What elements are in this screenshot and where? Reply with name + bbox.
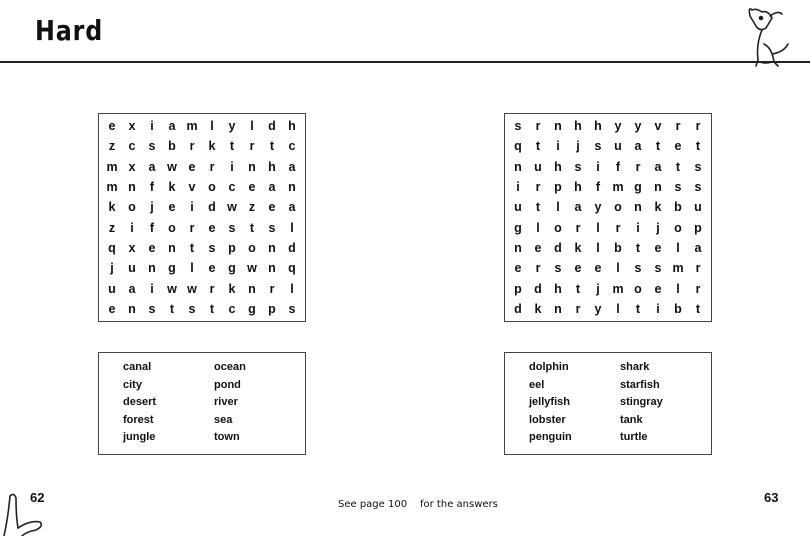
grid-letter[interactable]: r [695,261,701,276]
grid-letter[interactable]: n [128,180,136,195]
grid-letter[interactable]: a [148,159,156,174]
grid-letter[interactable]: e [594,261,602,276]
grid-letter[interactable]: n [128,301,136,316]
grid-letter[interactable]: l [596,220,600,235]
grid-letter[interactable]: t [269,139,275,154]
grid-letter[interactable]: r [695,119,701,134]
word-list-right [504,352,712,455]
header-rule [0,61,810,63]
grid-letter[interactable]: l [210,119,214,134]
word-list-item: eel [529,378,545,391]
grid-letter[interactable]: p [268,301,276,316]
grid-letter[interactable]: g [634,180,642,195]
grid-letter[interactable]: a [288,159,296,174]
grid-letter[interactable]: v [188,180,196,195]
grid-letter[interactable]: v [654,119,662,134]
grid-letter[interactable]: w [167,159,177,174]
grid-letter[interactable]: r [575,301,581,316]
grid-letter[interactable]: p [228,240,236,255]
word-list-item: river [214,396,238,408]
grid-letter[interactable]: r [535,119,541,134]
word-list-item: desert [123,396,157,408]
grid-letter[interactable]: g [248,301,256,316]
grid-letter[interactable]: i [656,301,660,316]
grid-letter[interactable]: e [188,159,196,174]
grid-letter[interactable]: a [128,281,136,296]
grid-letter[interactable]: a [694,240,702,255]
grid-letter[interactable]: l [250,119,254,134]
grid-letter[interactable]: k [534,301,542,316]
grid-letter[interactable]: m [106,159,118,174]
page-title: Hard [35,14,104,47]
word-list-item: city [123,378,142,391]
grid-letter[interactable]: k [654,200,662,215]
word-list-item: sea [214,413,233,426]
grid-letter[interactable]: t [575,281,581,296]
grid-letter[interactable]: s [268,220,276,235]
grid-letter[interactable]: b [674,200,682,215]
grid-letter[interactable]: t [695,139,701,154]
grid-letter[interactable]: n [554,119,562,134]
grid-letter[interactable]: r [615,220,621,235]
grid-letter[interactable]: o [248,240,256,255]
grid-letter[interactable]: u [614,139,622,154]
grid-letter[interactable]: r [635,159,641,174]
word-list-item: penguin [529,431,572,443]
grid-letter[interactable]: s [228,220,236,235]
grid-letter[interactable]: h [594,119,602,134]
grid-letter[interactable]: n [654,180,662,195]
grid-letter[interactable]: l [676,281,680,296]
grid-letter[interactable]: r [535,261,541,276]
grid-letter[interactable]: r [189,139,195,154]
grid-letter[interactable]: r [695,281,701,296]
grid-letter[interactable]: r [269,281,275,296]
grid-letter[interactable]: w [167,281,177,296]
word-list-item: starfish [620,378,660,391]
grid-letter[interactable]: d [268,119,276,134]
grid-letter[interactable]: e [268,200,276,215]
grid-letter[interactable]: s [148,139,156,154]
answers-reference-suffix: for the answers [420,499,498,510]
grid-letter[interactable]: h [554,159,562,174]
grid-letter[interactable]: u [534,159,542,174]
grid-letter[interactable]: g [228,261,236,276]
grid-letter[interactable]: b [674,301,682,316]
grid-letter[interactable]: i [636,220,640,235]
grid-letter[interactable]: t [675,159,681,174]
grid-letter[interactable]: s [594,139,602,154]
grid-letter[interactable]: e [574,261,582,276]
grid-letter[interactable]: y [594,200,602,215]
word-list-item: canal [123,361,152,373]
word-list-item: dolphin [529,361,569,373]
grid-letter[interactable]: y [634,119,642,134]
grid-letter[interactable]: r [189,220,195,235]
grid-letter[interactable]: d [288,240,296,255]
grid-letter[interactable]: r [675,119,681,134]
grid-letter[interactable]: u [514,200,522,215]
grid-letter[interactable]: a [574,200,582,215]
word-list-item: jellyfish [529,396,570,408]
grid-letter[interactable]: r [249,139,255,154]
grid-letter[interactable]: i [556,139,560,154]
grid-letter[interactable]: y [614,119,622,134]
grid-letter[interactable]: s [694,159,702,174]
grid-letter[interactable]: o [554,220,562,235]
grid-letter[interactable]: e [674,139,682,154]
grid-letter[interactable]: a [654,159,662,174]
grid-letter[interactable]: d [534,281,542,296]
grid-letter[interactable]: t [249,220,255,235]
word-list-item: lobster [529,413,566,426]
grid-letter[interactable]: o [674,220,682,235]
grid-letter[interactable]: i [150,281,154,296]
grid-letter[interactable]: q [514,139,522,154]
grid-letter[interactable]: h [554,281,562,296]
grid-letter[interactable]: e [108,301,116,316]
grid-letter[interactable]: h [574,119,582,134]
grid-letter[interactable]: l [616,261,620,276]
grid-letter[interactable]: x [128,240,136,255]
grid-letter[interactable]: i [596,159,600,174]
grid-letter[interactable]: c [228,301,236,316]
grid-letter[interactable]: a [168,119,176,134]
grid-letter[interactable]: w [227,200,237,215]
grid-letter[interactable]: u [108,281,116,296]
grid-letter[interactable]: l [536,220,540,235]
grid-letter[interactable]: n [514,159,522,174]
grid-letter[interactable]: e [654,240,662,255]
grid-letter[interactable]: t [169,301,175,316]
grid-letter[interactable]: t [535,139,541,154]
grid-letter[interactable]: g [514,220,522,235]
grid-letter[interactable]: s [654,261,662,276]
grid-letter[interactable]: m [612,281,624,296]
word-list-item: ocean [214,361,246,373]
grid-letter[interactable]: n [268,261,276,276]
grid-letter[interactable]: t [635,240,641,255]
answers-reference: See page 100 [338,499,408,510]
grid-letter[interactable]: h [288,119,296,134]
grid-letter[interactable]: u [128,261,136,276]
grid-letter[interactable]: s [634,261,642,276]
grid-letter[interactable]: s [574,159,582,174]
grid-letter[interactable]: i [190,200,194,215]
word-list-left [98,352,306,455]
grid-letter[interactable]: z [108,220,116,235]
grid-letter[interactable]: l [556,200,560,215]
grid-letter[interactable]: k [574,240,582,255]
grid-letter[interactable]: r [209,159,215,174]
word-list-item: town [214,431,240,443]
grid-letter[interactable]: f [149,180,155,195]
grid-letter[interactable]: w [187,281,197,296]
word-list-item: shark [620,361,650,373]
grid-letter[interactable]: o [208,180,216,195]
grid-letter[interactable]: i [230,159,234,174]
grid-letter[interactable]: e [514,261,522,276]
grid-letter[interactable]: b [614,240,622,255]
grid-letter[interactable]: r [535,180,541,195]
grid-letter[interactable]: n [168,240,176,255]
grid-letter[interactable]: t [635,301,641,316]
grid-letter[interactable]: g [168,261,176,276]
page-number-left: 62 [30,490,45,505]
grid-letter[interactable]: j [110,261,114,276]
grid-letter[interactable]: x [128,119,136,134]
grid-letter[interactable]: a [288,200,296,215]
word-list-item: stingray [620,396,663,408]
grid-letter[interactable]: w [247,261,257,276]
grid-letter[interactable]: s [208,240,216,255]
grid-letter[interactable]: h [268,159,276,174]
grid-letter[interactable]: y [594,301,602,316]
grid-letter[interactable]: d [554,240,562,255]
grid-letter[interactable]: s [554,261,562,276]
grid-letter[interactable]: a [634,139,642,154]
grid-letter[interactable]: i [516,180,520,195]
word-list-item: forest [123,413,154,426]
grid-letter[interactable]: o [128,200,136,215]
page-number-right: 63 [764,490,779,505]
grid-letter[interactable]: e [208,261,216,276]
grid-letter[interactable]: c [128,139,136,154]
grid-letter[interactable]: n [248,159,256,174]
grid-letter[interactable]: e [654,281,662,296]
grid-letter[interactable]: z [108,139,116,154]
grid-letter[interactable]: p [694,220,702,235]
grid-letter[interactable]: e [148,240,156,255]
grid-letter[interactable]: l [596,240,600,255]
grid-letter[interactable]: l [190,261,194,276]
word-list-item: jungle [123,431,156,443]
grid-letter[interactable]: l [290,220,294,235]
grid-letter[interactable]: s [148,301,156,316]
grid-letter[interactable]: l [290,281,294,296]
grid-letter[interactable]: r [209,281,215,296]
grid-letter[interactable]: k [228,281,236,296]
grid-letter[interactable]: i [150,119,154,134]
grid-letter[interactable]: d [208,200,216,215]
grid-letter[interactable]: n [554,301,562,316]
grid-letter[interactable]: n [148,261,156,276]
grid-letter[interactable]: n [268,240,276,255]
grid-letter[interactable]: b [168,139,176,154]
grid-letter[interactable]: k [108,200,116,215]
dog-icon [742,4,792,72]
grid-letter[interactable]: n [248,281,256,296]
grid-letter[interactable]: n [288,180,296,195]
grid-letter[interactable]: f [595,180,601,195]
grid-letter[interactable]: s [288,301,296,316]
grid-letter[interactable]: e [248,180,256,195]
grid-letter[interactable]: e [208,220,216,235]
grid-letter[interactable]: s [674,180,682,195]
grid-letter[interactable]: n [514,240,522,255]
grid-letter[interactable]: o [634,281,642,296]
grid-letter[interactable]: r [575,220,581,235]
grid-letter[interactable]: u [694,200,702,215]
grid-letter[interactable]: f [149,220,155,235]
word-list-item: pond [214,378,241,391]
grid-letter[interactable]: m [612,180,624,195]
grid-letter[interactable]: e [534,240,542,255]
grid-letter[interactable]: t [229,139,235,154]
grid-letter[interactable]: e [168,200,176,215]
grid-letter[interactable]: t [695,301,701,316]
grid-letter[interactable]: l [616,301,620,316]
grid-letter[interactable]: t [535,200,541,215]
grid-letter[interactable]: m [186,119,198,134]
grid-letter[interactable]: s [188,301,196,316]
word-search-grid-right [504,113,712,322]
grid-letter[interactable]: t [209,301,215,316]
word-list-item: tank [620,413,643,426]
grid-letter[interactable]: m [672,261,684,276]
grid-letter[interactable]: x [128,159,136,174]
grid-letter[interactable]: k [168,180,176,195]
grid-letter[interactable]: s [694,180,702,195]
grid-letter[interactable]: t [189,240,195,255]
grid-letter[interactable]: j [656,220,660,235]
grid-letter[interactable]: h [574,180,582,195]
grid-letter[interactable]: q [288,261,296,276]
grid-letter[interactable]: m [106,180,118,195]
grid-letter[interactable]: d [514,301,522,316]
grid-letter[interactable]: i [130,220,134,235]
grid-letter[interactable]: p [514,281,522,296]
grid-letter[interactable]: p [554,180,562,195]
grid-letter[interactable]: l [676,240,680,255]
grid-letter[interactable]: n [634,200,642,215]
grid-letter[interactable]: j [576,139,580,154]
grid-letter[interactable]: z [248,200,256,215]
grid-letter[interactable]: o [168,220,176,235]
word-list-item: turtle [620,431,648,443]
grid-letter[interactable]: k [208,139,216,154]
grid-letter[interactable]: s [514,119,522,134]
grid-letter[interactable]: c [228,180,236,195]
grid-letter[interactable]: y [228,119,236,134]
grid-letter[interactable]: f [615,159,621,174]
word-search-grid-left [98,113,306,322]
grid-letter[interactable]: o [614,200,622,215]
grid-letter[interactable]: a [268,180,276,195]
grid-letter[interactable]: t [655,139,661,154]
grid-letter[interactable]: q [108,240,116,255]
grid-letter[interactable]: j [150,200,154,215]
grid-letter[interactable]: e [108,119,116,134]
grid-letter[interactable]: c [288,139,296,154]
grid-letter[interactable]: j [596,281,600,296]
